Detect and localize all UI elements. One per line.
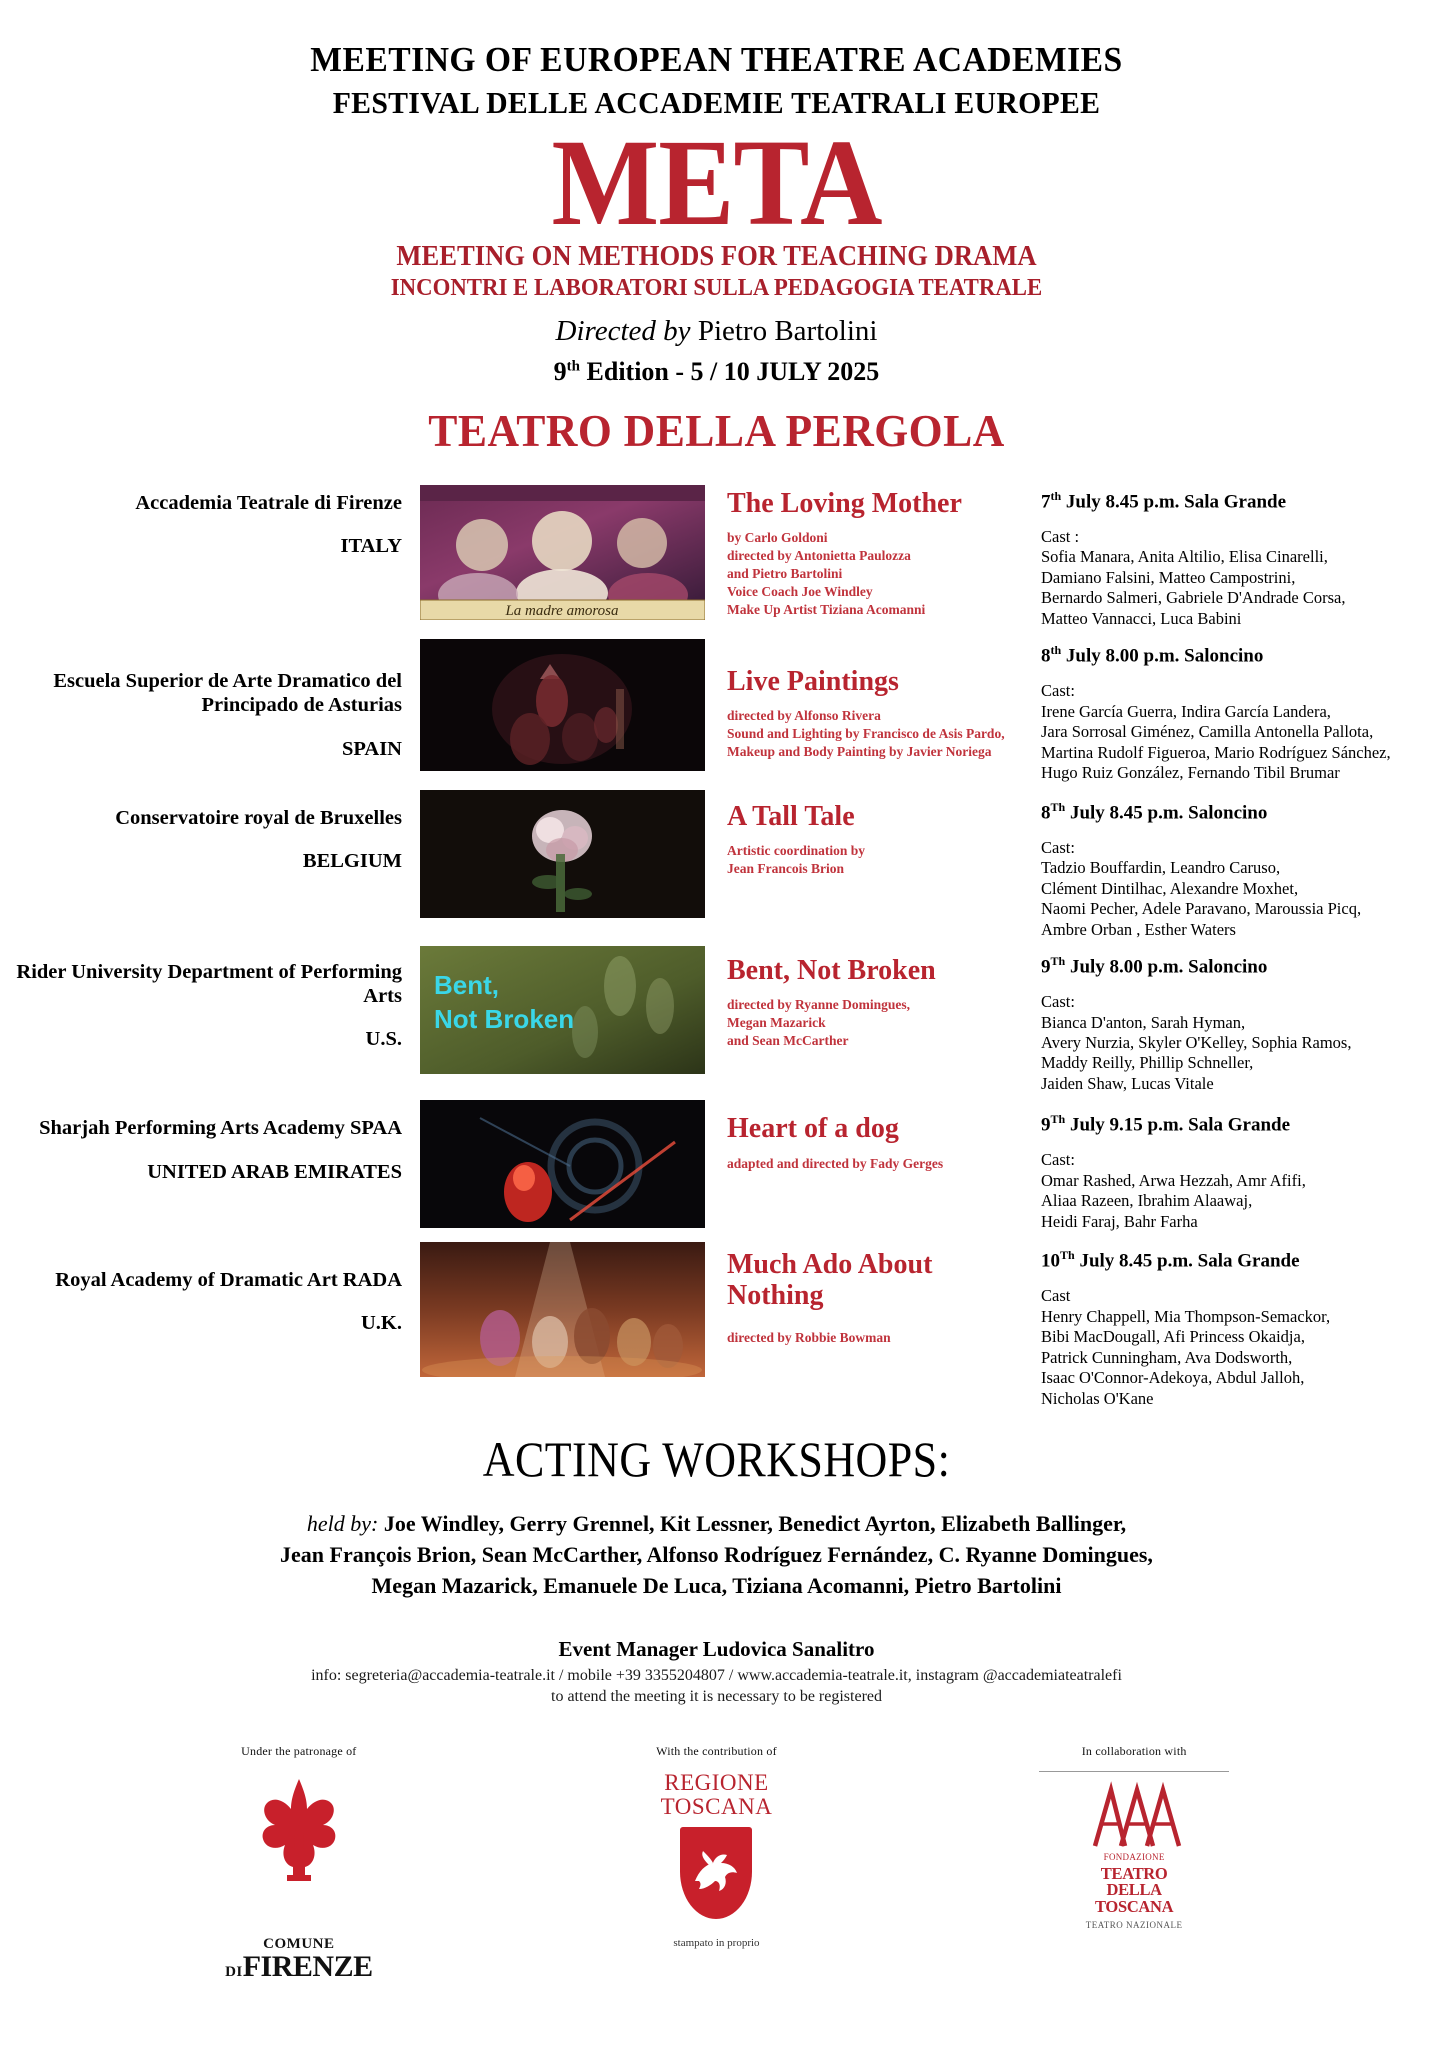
cast-line: Irene García Guerra, Indira García Landera, [1041, 701, 1331, 721]
credit-line: directed by Robbie Bowman [727, 1329, 891, 1345]
show-day-ordinal: Th [1060, 1248, 1075, 1263]
fondazione-label: FONDAZIONE [1103, 1851, 1165, 1862]
header-title-en: MEETING OF EUROPEAN THEATRE ACADEMIES [310, 40, 1123, 79]
sponsor-logos [0, 1744, 1433, 1982]
show-row [0, 1242, 1433, 1409]
show-title: Live Paintings [727, 666, 899, 698]
workshops-line-1 [0, 1508, 1433, 1539]
tft-line3: TOSCANA [1095, 1896, 1174, 1916]
tft-monogram-icon [1075, 1780, 1193, 1852]
credit-line: and Sean McCarther [727, 1033, 849, 1049]
show-image-column [420, 639, 705, 771]
workshops-names-3: Megan Mazarick, Emanuele De Luca, Tiziana Acomanni, Pietro Bartolini [371, 1573, 1062, 1599]
show-info-column [705, 639, 1025, 761]
show-photo [420, 946, 705, 1074]
show-image-column [420, 946, 705, 1074]
cast-label: Cast : [1041, 526, 1080, 546]
credit-line: directed by Antonietta Paulozza [727, 548, 911, 564]
show-row [0, 639, 1433, 783]
show-time-hall: July 8.45 p.m. Sala Grande [1079, 1250, 1300, 1272]
header-subtitle-it: INCONTRI E LABORATORI SULLA PEDAGOGIA TEATRALE [390, 275, 1043, 302]
show-datetime [1041, 800, 1425, 825]
show-schedule-column [1025, 1242, 1425, 1409]
show-image-caption-line1: Bent, [434, 969, 499, 1000]
show-credits [727, 1155, 1025, 1173]
cast-names [1041, 547, 1425, 629]
show-schedule-column [1025, 1100, 1425, 1232]
academy-country: U.K. [361, 1312, 402, 1335]
show-day: 9 [1041, 956, 1051, 978]
show-photo [420, 1100, 705, 1228]
academy-name: Escuela Superior de Arte Dramatico del Principado de Asturias [53, 670, 402, 717]
edition-number: 9 [553, 356, 567, 386]
header-subtitle-en: MEETING ON METHODS FOR TEACHING DRAMA [396, 241, 1037, 273]
cast-names [1041, 702, 1425, 784]
show-row [0, 1100, 1433, 1232]
held-by-label: held by: [306, 1510, 379, 1536]
cast-line: Isaac O'Connor-Adekoya, Abdul Jalloh, [1041, 1368, 1305, 1388]
show-academy-column [0, 639, 420, 761]
show-photo [420, 1242, 705, 1377]
tft-line1: TEATRO [1100, 1863, 1168, 1883]
show-day: 8 [1041, 645, 1051, 667]
cast-label: Cast: [1041, 992, 1075, 1012]
show-day-ordinal: Th [1050, 1112, 1066, 1127]
cast-line: Tadzio Bouffardin, Leandro Caruso, [1041, 858, 1281, 878]
show-day: 8 [1041, 801, 1051, 823]
show-row [0, 485, 1433, 629]
director-name: Pietro Bartolini [697, 314, 878, 347]
show-info-column [705, 485, 1025, 619]
divider [1039, 1771, 1229, 1772]
logo-wordmark [149, 1937, 449, 1982]
credit-line: by Carlo Goldoni [727, 530, 828, 546]
logo-fondazione-teatro-della-toscana [984, 1744, 1284, 1931]
cast-names [1041, 858, 1425, 940]
show-day-ordinal: Th [1050, 799, 1066, 814]
logo-regione-toscana [566, 1744, 866, 1949]
show-title: Bent, Not Broken [727, 954, 936, 986]
show-academy-column [0, 790, 420, 874]
show-time-hall: July 9.15 p.m. Sala Grande [1069, 1114, 1291, 1136]
cast-line: Jaiden Shaw, Lucas Vitale [1041, 1073, 1214, 1093]
show-credits [727, 707, 1025, 761]
workshops-title: ACTING WORKSHOPS: [482, 1431, 951, 1488]
show-academy-column [0, 1242, 420, 1336]
show-datetime [1041, 1112, 1425, 1137]
show-day-ordinal: Th [1050, 953, 1066, 968]
show-academy-column [0, 485, 420, 559]
cast-label: Cast [1041, 1286, 1071, 1306]
logo-wordmark-line1: COMUNE [263, 1935, 335, 1952]
credit-line: directed by Alfonso Rivera [727, 708, 881, 724]
credit-line: Megan Mazarick [727, 1015, 826, 1031]
academy-name: Conservatoire royal de Bruxelles [115, 806, 402, 829]
cast-line: Omar Rashed, Arwa Hezzah, Amr Afifi, [1041, 1170, 1306, 1190]
show-row [0, 946, 1433, 1094]
show-schedule-column [1025, 639, 1425, 783]
regione-line1: REGIONE [664, 1769, 769, 1795]
show-academy-column [0, 946, 420, 1052]
show-day-ordinal: th [1050, 643, 1062, 658]
poster-header [0, 0, 1433, 457]
logo-art [149, 1771, 449, 1931]
tft-wordmark [984, 1863, 1284, 1916]
tft-line2: DELLA [1106, 1880, 1162, 1900]
cast-line: Bernardo Salmeri, Gabriele D'Andrade Corsa, [1041, 588, 1346, 608]
academy-name: Rider University Department of Performing Arts [16, 960, 402, 1008]
credit-line: Makeup and Body Painting by Javier Noriega [727, 744, 992, 760]
academy-country: ITALY [340, 535, 402, 558]
edition-ordinal: th [566, 358, 581, 375]
header-title-it: FESTIVAL DELLE ACCADEMIE TEATRALI EUROPEE [332, 84, 1101, 120]
workshops-leaders [0, 1508, 1433, 1602]
cast-line: Martina Rudolf Figueroa, Mario Rodríguez Sánchez, [1041, 742, 1391, 762]
cast-line: Damiano Falsini, Matteo Campostrini, [1041, 567, 1296, 587]
show-day: 9 [1041, 1114, 1051, 1136]
academy-country: UNITED ARAB EMIRATES [147, 1160, 402, 1183]
show-info-column [705, 1100, 1025, 1172]
show-datetime [1041, 489, 1425, 514]
show-datetime [1041, 643, 1425, 668]
directed-by-label: Directed by [555, 314, 691, 347]
show-photo [420, 790, 705, 918]
cast-line: Aliaa Razeen, Ibrahim Alaawaj, [1041, 1191, 1253, 1211]
show-credits [727, 996, 1025, 1050]
pegasus-shield-icon [680, 1827, 752, 1919]
cast-line: Bianca D'anton, Sarah Hyman, [1041, 1012, 1246, 1032]
cast-line: Nicholas O'Kane [1041, 1388, 1154, 1408]
logo-caption: Under the patronage of [241, 1743, 357, 1758]
event-manager: Event Manager Ludovica Sanalitro [558, 1637, 875, 1662]
cast-names [1041, 1171, 1425, 1232]
show-day: 10 [1041, 1250, 1060, 1272]
credit-line: Artistic coordination by [727, 842, 865, 858]
academy-name: Royal Academy of Dramatic Art RADA [55, 1269, 402, 1292]
registration-note: to attend the meeting it is necessary to be registered [551, 1688, 882, 1706]
logo-art [984, 1780, 1284, 1852]
director-line [0, 315, 1433, 348]
show-row [0, 790, 1433, 940]
cast-names [1041, 1307, 1425, 1409]
cast-line: Heidi Faraj, Bahr Farha [1041, 1211, 1198, 1231]
show-schedule-column [1025, 946, 1425, 1094]
show-photo [420, 639, 705, 771]
credit-line: Make Up Artist Tiziana Acomanni [727, 601, 926, 617]
show-academy-column [0, 1100, 420, 1184]
logo-footnote: stampato in proprio [673, 1937, 760, 1950]
workshops-names-1: Joe Windley, Gerry Grennel, Kit Lessner, Benedict Ayrton, Elizabeth Ballinger, [383, 1510, 1127, 1536]
academy-country: U.S. [365, 1028, 402, 1051]
show-time-hall: July 8.45 p.m. Saloncino [1069, 801, 1268, 823]
show-schedule-column [1025, 485, 1425, 629]
logo-comune-di-firenze [149, 1744, 449, 1982]
logo-caption: In collaboration with [1081, 1743, 1187, 1758]
academy-country: BELGIUM [302, 849, 402, 872]
cast-line: Jara Sorrosal Giménez, Camilla Antonella Pallota, [1041, 722, 1374, 742]
show-datetime [1041, 954, 1425, 979]
cast-line: Bibi MacDougall, Afi Princess Okaidja, [1041, 1327, 1305, 1347]
cast-line: Avery Nurzia, Skyler O'Kelley, Sophia Ramos, [1041, 1033, 1352, 1052]
show-time-hall: July 8.45 p.m. Sala Grande [1065, 491, 1287, 513]
regione-line2: TOSCANA [660, 1794, 773, 1820]
cast-line: Matteo Vannacci, Luca Babini [1041, 608, 1242, 628]
cast-label: Cast: [1041, 681, 1075, 701]
cast-line: Clément Dintilhac, Alexandre Moxhet, [1041, 878, 1299, 898]
credit-line: Jean Francois Brion [727, 860, 844, 876]
show-image-caption: La madre amorosa [505, 602, 619, 619]
venue-name: TEATRO DELLA PERGOLA [428, 405, 1005, 456]
credit-line: Voice Coach Joe Windley [727, 583, 873, 599]
credit-line: directed by Ryanne Domingues, [727, 997, 911, 1013]
show-datetime [1041, 1248, 1425, 1273]
cast-names [1041, 1013, 1425, 1095]
workshops-names-2: Jean François Brion, Sean McCarther, Alfonso Rodríguez Fernández, C. Ryanne Domingues, [280, 1541, 1153, 1567]
logo-caption: With the contribution of [656, 1743, 777, 1758]
acting-workshops-section [0, 1433, 1433, 1601]
show-photo [420, 485, 705, 620]
fleur-de-lis-icon [239, 1771, 359, 1889]
regione-wordmark [566, 1771, 866, 1819]
show-title: The Loving Mother [727, 487, 962, 519]
cast-line: Hugo Ruiz González, Fernando Tibil Brumar [1041, 763, 1340, 783]
contact-info: info: segreteria@accademia-teatrale.it / mobile +39 3355204807 / www.accademia-teatrale.it, instagram @accademiateatralefi [311, 1667, 1122, 1685]
edition-line [0, 357, 1433, 387]
show-image-column [420, 790, 705, 918]
academy-country: SPAIN [342, 737, 402, 760]
logo-wordmark-line3: FIRENZE [242, 1949, 373, 1983]
cast-line: Patrick Cunningham, Ava Dodsworth, [1041, 1347, 1293, 1367]
show-title: A Tall Tale [727, 800, 855, 832]
cast-line: Henry Chappell, Mia Thompson-Semackor, [1041, 1306, 1331, 1326]
edition-dates: Edition - 5 / 10 JULY 2025 [586, 356, 880, 386]
logo-art [566, 1827, 866, 1927]
show-image-caption-line2: Not Broken [434, 1003, 575, 1034]
show-time-hall: July 8.00 p.m. Saloncino [1069, 956, 1268, 978]
cast-line: Maddy Reilly, Phillip Schneller, [1041, 1053, 1254, 1073]
show-credits [727, 1329, 1025, 1347]
show-title: Much Ado About Nothing [727, 1249, 933, 1311]
credit-line: and Pietro Bartolini [727, 566, 843, 581]
tft-national-label: TEATRO NAZIONALE [1085, 1920, 1183, 1931]
show-image-column [420, 485, 705, 620]
meta-logo: META [551, 114, 882, 252]
show-credits [727, 529, 1025, 619]
show-schedule-column [1025, 790, 1425, 940]
show-time-hall: July 8.00 p.m. Saloncino [1065, 645, 1264, 667]
show-image-column [420, 1242, 705, 1377]
pegasus-icon [687, 1845, 745, 1901]
show-info-column [705, 1242, 1025, 1346]
show-day-ordinal: th [1050, 488, 1062, 503]
show-credits [727, 842, 1025, 878]
cast-line: Sofia Manara, Anita Altilio, Elisa Cinarelli, [1041, 547, 1328, 567]
cast-line: Ambre Orban , Esther Waters [1041, 919, 1236, 939]
academy-name: Accademia Teatrale di Firenze [135, 491, 402, 514]
credit-line: Sound and Lighting by Francisco de Asis Pardo, [727, 726, 1005, 742]
show-title: Heart of a dog [727, 1113, 899, 1145]
show-info-column [705, 946, 1025, 1050]
show-day: 7 [1041, 491, 1051, 513]
show-info-column [705, 790, 1025, 878]
academy-name: Sharjah Performing Arts Academy SPAA [39, 1117, 402, 1140]
cast-label: Cast: [1041, 837, 1075, 857]
cast-line: Naomi Pecher, Adele Paravano, Maroussia Picq, [1041, 899, 1362, 919]
show-list [0, 485, 1433, 1409]
show-image-column [420, 1100, 705, 1228]
credit-line: adapted and directed by Fady Gerges [727, 1155, 944, 1171]
cast-label: Cast: [1041, 1150, 1075, 1170]
logo-wordmark-line2: DI [225, 1963, 243, 1980]
